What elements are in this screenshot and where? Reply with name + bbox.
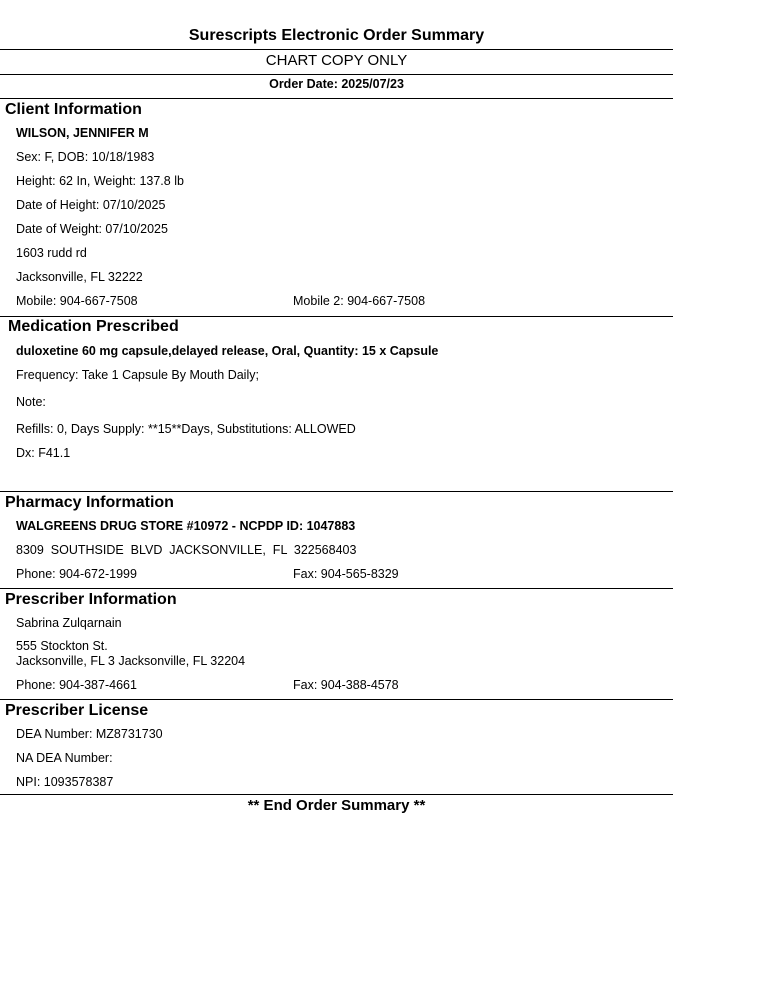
divider xyxy=(0,316,673,317)
license-dea: DEA Number: MZ8731730 xyxy=(16,727,163,741)
medication-note: Note: xyxy=(16,395,46,409)
pharmacy-name: WALGREENS DRUG STORE #10972 - NCPDP ID: 1047883 xyxy=(16,519,356,533)
pharmacy-fax: Fax: 904-565-8329 xyxy=(293,567,399,581)
client-information-heading: Client Information xyxy=(5,101,142,118)
prescriber-fax: Fax: 904-388-4578 xyxy=(293,678,399,692)
divider xyxy=(0,49,673,50)
medication-refills: Refills: 0, Days Supply: **15**Days, Substitutions: ALLOWED xyxy=(16,422,356,436)
client-address-line2: Jacksonville, FL 32222 xyxy=(16,270,143,284)
license-na-dea: NA DEA Number: xyxy=(16,751,113,765)
order-date: Order Date: 2025/07/23 xyxy=(269,77,404,91)
medication-frequency: Frequency: Take 1 Capsule By Mouth Daily; xyxy=(16,368,259,382)
client-mobile: Mobile: 904-667-7508 xyxy=(16,294,138,308)
divider xyxy=(0,794,673,795)
client-height-weight: Height: 62 In, Weight: 137.8 lb xyxy=(16,174,184,188)
divider xyxy=(0,699,673,700)
pharmacy-address: 8309 SOUTHSIDE BLVD JACKSONVILLE, FL 322568403 xyxy=(16,543,357,557)
divider xyxy=(0,491,673,492)
client-date-of-weight: Date of Weight: 07/10/2025 xyxy=(16,222,168,236)
license-heading: Prescriber License xyxy=(5,702,149,719)
pharmacy-phone: Phone: 904-672-1999 xyxy=(16,567,137,581)
prescriber-phone: Phone: 904-387-4661 xyxy=(16,678,137,692)
client-date-of-height: Date of Height: 07/10/2025 xyxy=(16,198,166,212)
client-sex-dob: Sex: F, DOB: 10/18/1983 xyxy=(16,150,155,164)
license-npi: NPI: 1093578387 xyxy=(16,775,114,789)
client-address-line1: 1603 rudd rd xyxy=(16,246,87,260)
divider xyxy=(0,74,673,75)
prescriber-heading: Prescriber Information xyxy=(5,591,177,608)
prescriber-address-line2: Jacksonville, FL 3 Jacksonville, FL 32204 xyxy=(16,654,246,668)
chart-copy-label: CHART COPY ONLY xyxy=(265,52,408,69)
medication-heading: Medication Prescribed xyxy=(8,318,179,335)
document-title: Surescripts Electronic Order Summary xyxy=(188,27,485,44)
divider xyxy=(0,98,673,99)
client-mobile2: Mobile 2: 904-667-7508 xyxy=(293,294,426,308)
prescriber-address-line1: 555 Stockton St. xyxy=(16,639,108,653)
end-order-summary: ** End Order Summary ** xyxy=(247,797,426,814)
prescriber-name: Sabrina Zulqarnain xyxy=(16,616,122,630)
client-name: WILSON, JENNIFER M xyxy=(16,126,149,140)
medication-drug: duloxetine 60 mg capsule,delayed release, Oral, Quantity: 15 x Capsule xyxy=(16,344,439,358)
divider xyxy=(0,588,673,589)
medication-dx: Dx: F41.1 xyxy=(16,446,71,460)
pharmacy-heading: Pharmacy Information xyxy=(5,494,174,511)
